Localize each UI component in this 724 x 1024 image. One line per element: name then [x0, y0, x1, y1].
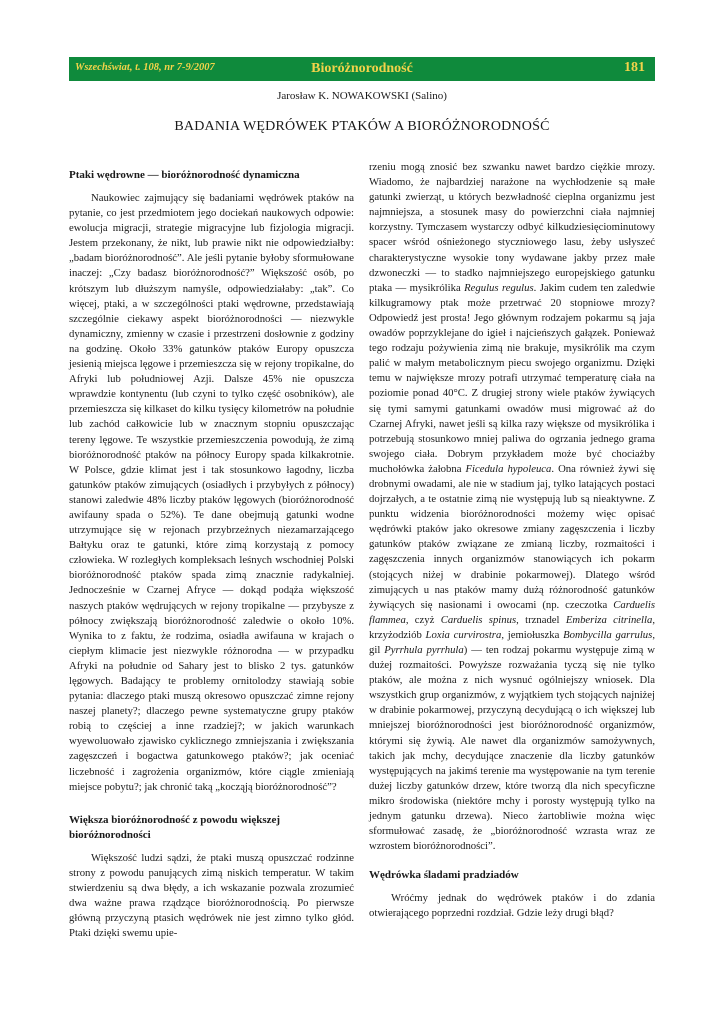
text-run: , gil — [369, 628, 655, 656]
species-name: Regulus regulus — [464, 281, 534, 294]
right-column — [369, 160, 655, 922]
section-heading: Ptaki wędrowne — bioróżnorodność dynamiczna — [69, 169, 300, 181]
paragraph: Większość ludzi sądzi, że ptaki muszą opuszczać rodzinne strony z powodu panujących zimą niskich temperatur. W takim stwierdzeniu są dwa błędy, a ich wskazanie pozwala zrozumieć dwa ważne prawa rządzące bioróżnorodnością. Po pierwsze główną przyczyną ptasich wędrówek nie jest zimno tylko głód. Ptaki dzięki swemu upie- — [69, 851, 354, 940]
journal-citation: Wszechświat, t. 108, nr 7-9/2007 — [75, 62, 215, 73]
paragraph-continued — [369, 160, 655, 854]
left-column — [69, 168, 354, 941]
text-run: ) — ten rodzaj pokarmu występuje zimą w dużej rozmaitości. Powyższe rozważania tyczą się nie tylko ptaków, ale można z nich wysnuć ogólniejszy wniosek. Dla wszystkich grup organizmów, z wyjątkiem tych stojących najniżej w drabinie pokarmowej, przyczyną decydującą o ich większej lub mniejszej bioróżnorodności jest bioróżnorodność organizmów, którymi się żywią. Ale nawet dla organizmów samożywnych, takich jak mchy, decydujące znaczenie dla liczby gatunków występujących na jakimś terenie ma występowanie na tym terenie dużej liczby gatunków drzew, które tworzą dla nich specyficzne mikro środowiska (niektóre mchy i porosty występują tylko na jednym gatunku drzewa). Nieco żartobliwie można więc sformułować zasadę, że „bioróżnorodność wzrasta wraz ze wzrostem bioróżnorodności”. — [369, 644, 655, 853]
text-run: , trznadel — [516, 613, 566, 626]
article-title: BADANIA WĘDRÓWEK PTAKÓW A BIORÓŻNORODNOŚĆ — [174, 119, 550, 134]
section-heading: Wędrówka śladami pradziadów — [369, 869, 519, 882]
text-run: rzeniu mogą znosić bez szwanku nawet bardzo ciężkie mrozy. Wiadomo, że najbardziej narażone na wychłodzenie są małe gatunki zwierząt, u których bezwładność cieplna organizmu jest najmniejsza, a stosunek masy do powierzchni ciała najmniej korzystny. Tymczasem wystarczy odbyć kilkudziesięciominutowy spacer wśród ośnieżonego styczniowego lasu, żeby usłyszeć charakterystyczne wysokie tony wydawane jakby przez małe dzwoneczki — to stadko najmniejszego europejskiego gatunku ptaka — mysikrólika — [369, 161, 655, 294]
text-run: . Ona również żywi się drobnymi owadami, ale nie w stadium jaj, tylko latających postaci dojrzałych, a te ostatnie zimą nie występują lub są nieaktywne. Z punktu widzenia bioróżnorodności możemy więc opisać wędrówki ptaków jako okresowe zmiany zagęszczenia i liczby gatunków ptaków związane ze zmianą liczby, rozmaitości i zagęszczenia innych organizmów stanowiących ich pokarm (stojących niżej w drabinie pokarmowej). Dlatego wśród zimujących u nas ptaków mamy dużą różnorodność gatunków żywiących się nasionami i owocami (np. czeczotka — [369, 462, 655, 611]
text-run: , krzyżodziób — [369, 613, 655, 641]
species-name: Pyrrhula pyrrhula — [384, 644, 464, 656]
running-header — [69, 57, 655, 81]
species-name: Bombycilla garrulus — [563, 628, 653, 641]
species-name: Emberiza citrinella — [565, 613, 653, 626]
species-name: Loxia curvirostra — [425, 628, 502, 641]
article-author: Jarosław K. NOWAKOWSKI (Salino) — [277, 90, 447, 102]
species-name: Carduelis flammea — [369, 598, 655, 626]
section-heading: Większa bioróżnorodność z powodu większej bioróżnorodności — [69, 813, 281, 841]
species-name: Carduelis spinus — [440, 613, 517, 626]
paragraph: Naukowiec zajmujący się badaniami wędrówek ptaków na pytanie, co jest przedmiotem jego dociekań naukowych odpowie: ewolucja migracji, strategie migracyjne lub fizjologia migracji. Jestem przekonany, że nikt, lub prawie nikt nie odpowiedziałby: „badam bioróżnorodność”. Ale jeśli pytanie byłoby sformułowane inaczej: „Czy badasz bioróżnorodność?” Większość osób, po krótszym lub dłuższym namyśle, odpowiedziałaby: „tak”. Co więcej, ptaki, a w szczególności ptaki wędrowne, przedstawiają szczególnie ciekawy aspekt bioróżnorodności — niezwykle dynamiczny, zmienny w czasie i przestrzeni dosłownie z godziny na godzinę. Około 33% gatunków ptaków Europy opuszcza jesienią miejsca lęgowe i przemieszcza się w rejony tropikalne, do Afryki lub południowej Azji. Dalsze 45% nie opuszcza wprawdzie kontynentu (lub czyni to tylko część osobników), ale przemieszcza się kilkaset do kilku tysięcy kilometrów na południe lub zachód całkowicie lub w znacznym stopniu opuszczając tereny lęgowe. Te wszystkie przemieszczenia powodują, że zimą bioróżnorodność ptaków na północy Europy spada kilkakrotnie. W Polsce, gdzie klimat jest i tak stosunkowo łagodny, liczba gatunków ptaków zimujących (osiadłych i przybyłych z północy) stanowi zaledwie 48% liczby ptaków lęgowych (bioróżnorodność awifauny spada o 52%). Te dane obejmują gatunki wodne utrzymujące się w rejonach przybrzeżnych niezamarzającego Bałtyku oraz te gatunki, które zimą korzystają z pomocy człowieka. W rozległych kompleksach leśnych wschodniej Polski bioróżnorodność ptaków spada zimą znacznie radykalniej. Jednocześnie w Czarnej Afryce — dokąd podąża większość naszych ptaków wędrujących w rejony tropikalne — przybysze z północy zwiększają bioróżnorodność zaledwie o około 10%. Wynika to z faktu, że rodzima, osiadła awifauna w krajach o ciepłym klimacie jest niezwykle różnorodna — w przypadku Afryki na południe od Sahary jest to blisko 2 tys. gatunków lęgowych. Badający te problemy ornitolodzy stawiają sobie pytania: dlaczego ptaki muszą okresowo opuszczać zimne rejony naszej planety?; dlaczego pewne systematyczne grupy ptaków robią to częściej a inne rzadziej?; w jakich warunkach wyewoluowało zjawisko cyklicznego zmniejszania i zwiększania zagęszczeń i bogactwa gatunkowego ptaków?; jak oceniać liczebność i zagrożenia organizmów, które ciągle zmieniają miejsce pobytu?; jak chronić taką „kocząją bioróżnorodność”? — [69, 192, 354, 793]
text-run: , czyż — [405, 613, 441, 626]
section-name: Bioróżnorodność — [311, 61, 413, 76]
paragraph: Wróćmy jednak do wędrówek ptaków i do zdania otwierającego poprzedni rozdział. Gdzie leży drugi błąd? — [369, 892, 655, 920]
text-run: . Jakim cudem ten zaledwie kilkugramowy ptak może przetrwać 20 stopniowe mrozy? Odpowiedź jest prosta! Jego głównym rodzajem pokarmu są jaja owadów poprzyklejane do igieł i najcieńszych gałązek. Ponieważ tego rodzaju pożywienia zimą nie brakuje, mysikrólik ma czym palić w małym metabolicznym piecu swojego organizmu. Dzięki temu w największe mrozy potrafi utrzymać temperaturę ciała na poziomie ponad 40°C. Z drugiej strony wiele ptaków żywiących się tymi samymi gatunkami owadów musi migrować aż do Czarnej Afryki, nawet jeśli są kilka razy większe od mysikrólika i potrzebują stosunkowo mniej paliwa do ogrzania jednego grama swojego ciała. Dobrym przykładem może być chociażby muchołówka żałobna — [369, 281, 655, 475]
species-name: Ficedula hypoleuca — [465, 462, 552, 475]
text-run: , jemiołuszka — [501, 628, 564, 641]
page-number: 181 — [624, 60, 645, 75]
